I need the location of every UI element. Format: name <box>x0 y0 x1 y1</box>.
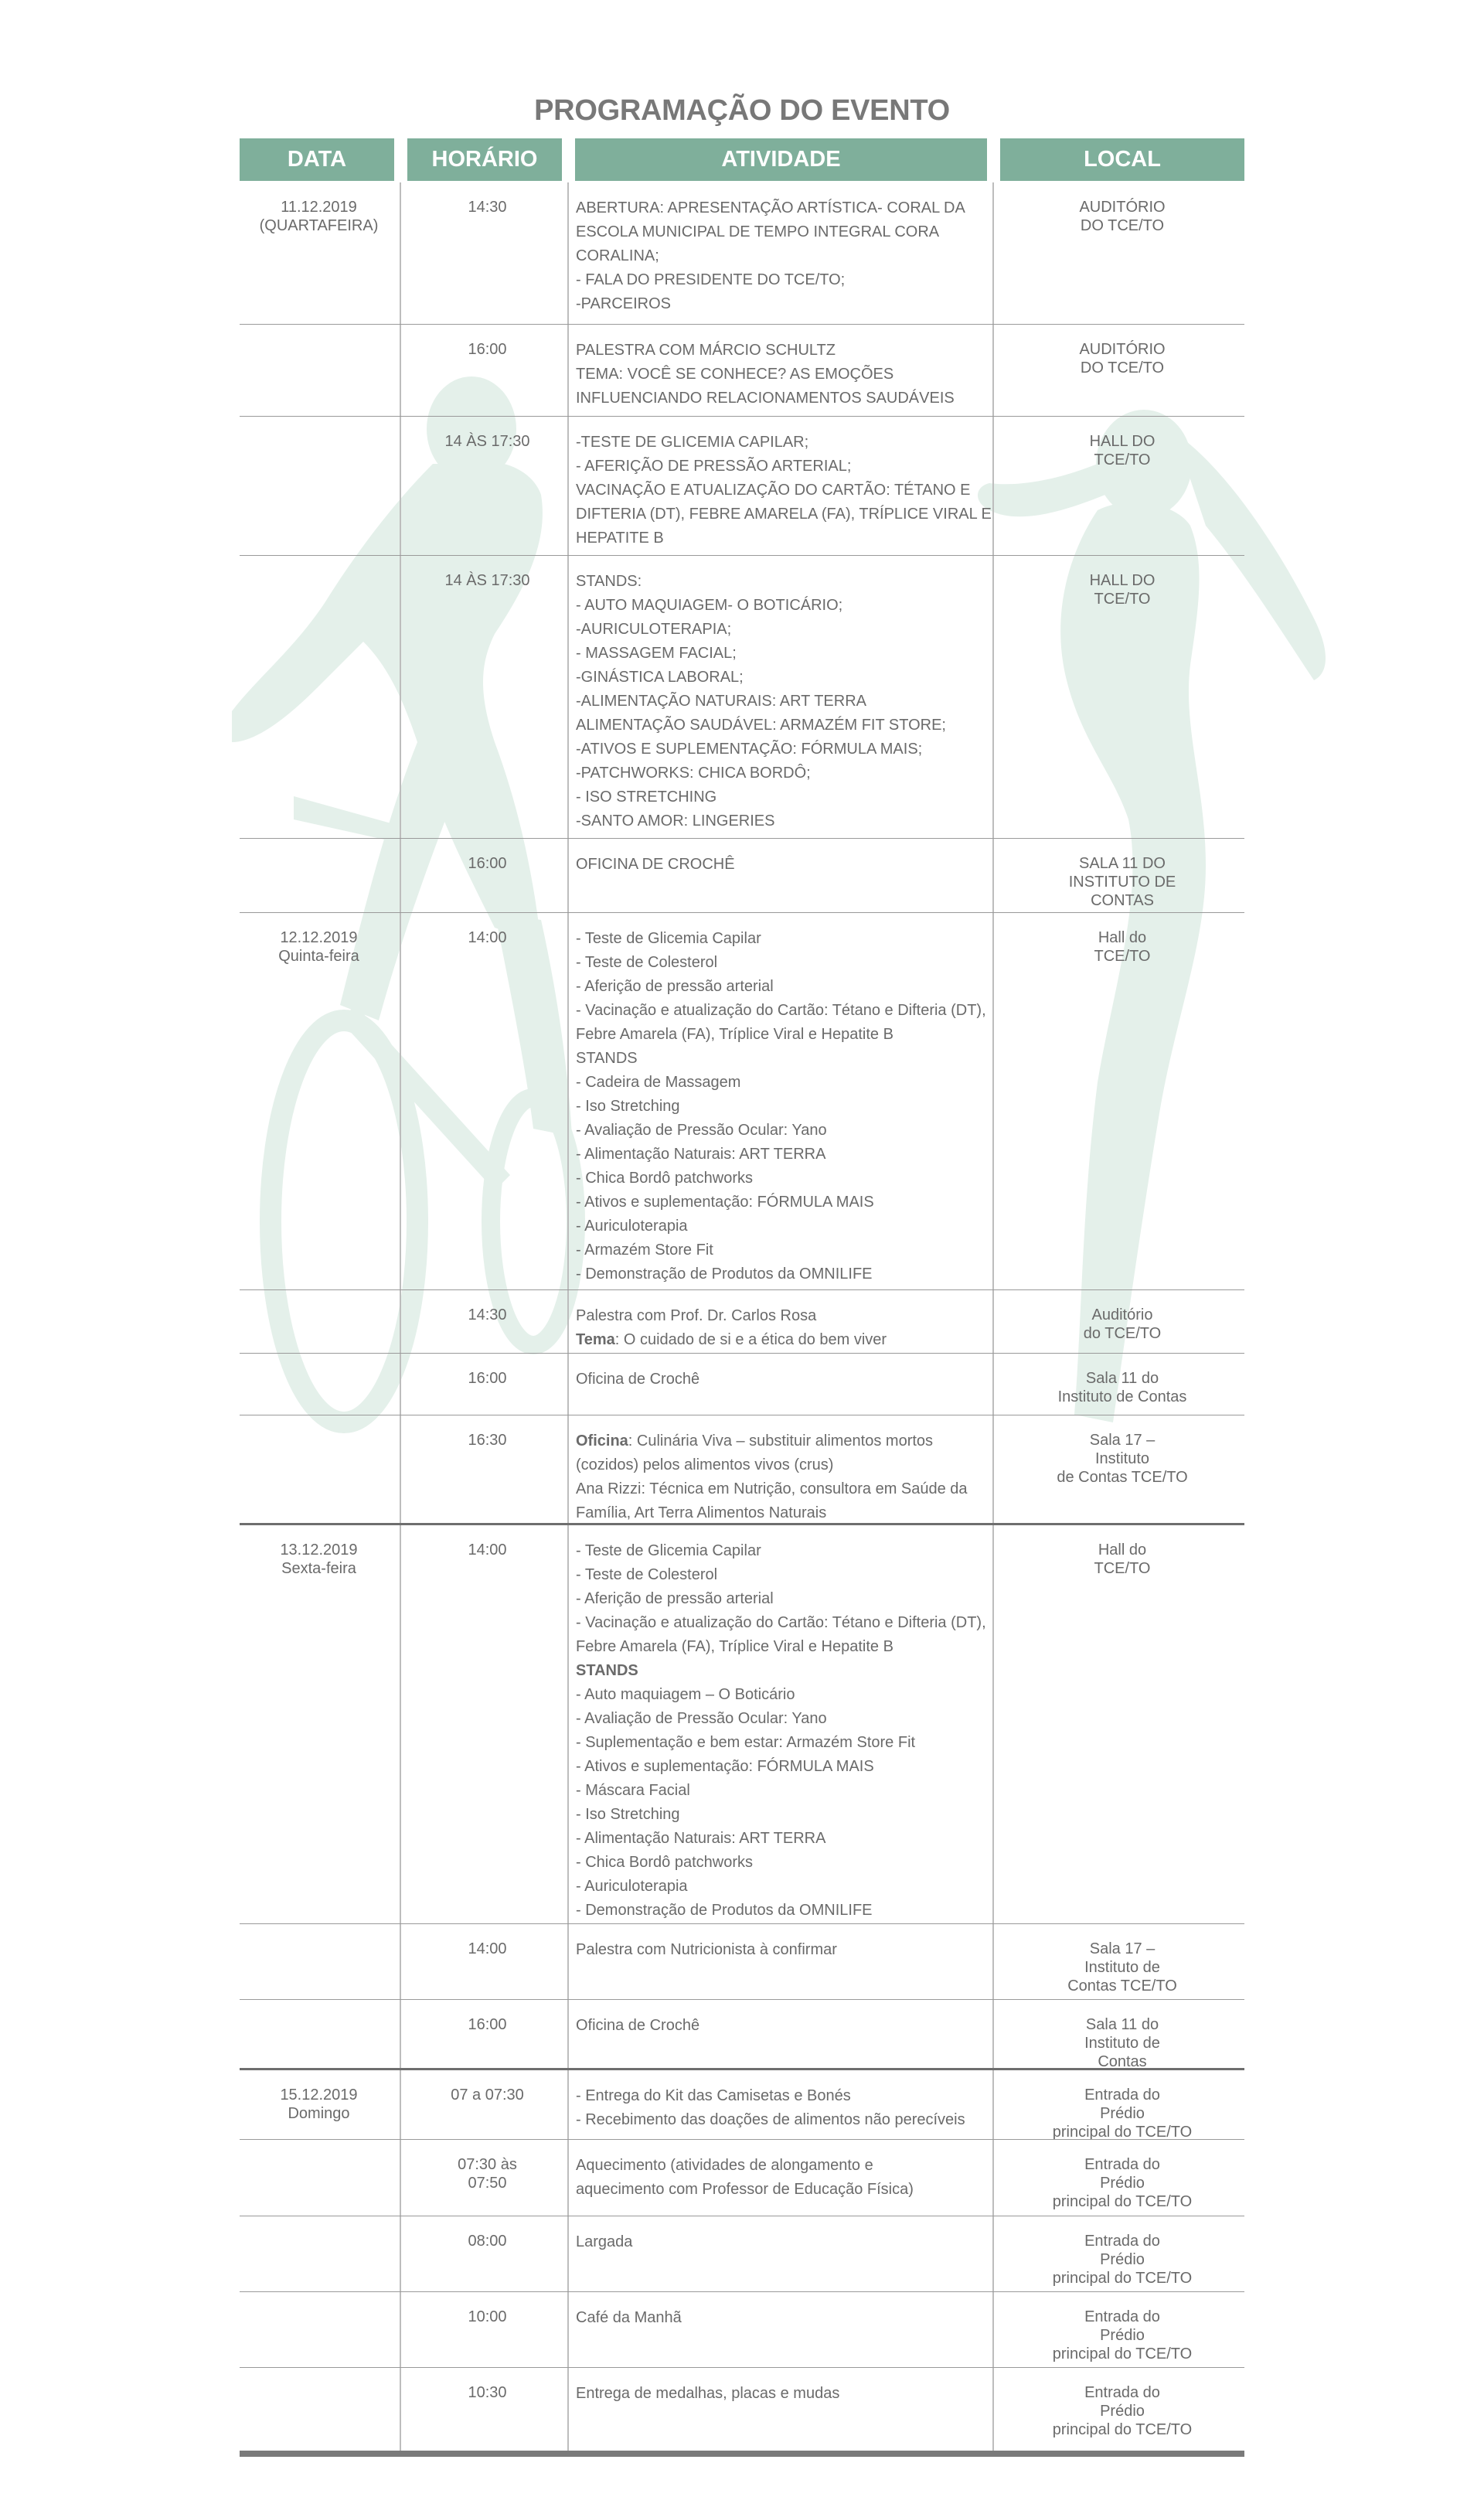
activity-text: - ISO STRETCHING <box>576 789 717 806</box>
activity-bold-label: STANDS <box>576 1662 638 1679</box>
activity-text: - Vacinação e atualização do Cartão: Tétano e Difteria (DT), <box>576 1002 986 1019</box>
activity-line <box>576 1047 1225 1071</box>
local-line: principal do TCE/TO <box>1052 2421 1193 2438</box>
activity-text: - Máscara Facial <box>576 1782 690 1799</box>
time-cell <box>407 432 567 451</box>
local-line: TCE/TO <box>1094 1560 1151 1577</box>
activity-text: - Entrega do Kit das Camisetas e Bonés <box>576 2087 851 2104</box>
activity-text: PALESTRA COM MÁRCIO SCHULTZ <box>576 342 836 359</box>
local-cell <box>1000 928 1244 966</box>
activity-text: -TESTE DE GLICEMIA CAPILAR; <box>576 434 809 451</box>
time-cell <box>407 2383 567 2402</box>
table-row <box>240 838 1244 913</box>
activity-line <box>576 666 1225 690</box>
activity-text: OFICINA DE CROCHÊ <box>576 856 735 873</box>
table-row <box>240 1415 1244 1524</box>
local-line: principal do TCE/TO <box>1052 2193 1193 2210</box>
activity-text: - Teste de Glicemia Capilar <box>576 930 761 947</box>
local-line: Entrada do <box>1084 2233 1160 2250</box>
activity-line <box>576 292 1225 316</box>
time-line: 14 ÀS 17:30 <box>444 572 530 589</box>
activity-line <box>576 268 1225 292</box>
activity-text: - Teste de Colesterol <box>576 954 718 971</box>
activity-text: - AFERIÇÃO DE PRESSÃO ARTERIAL; <box>576 458 852 475</box>
activity-text: - Auriculoterapia <box>576 1218 688 1235</box>
local-cell <box>1000 432 1244 469</box>
date-line: (QUARTAFEIRA) <box>259 217 379 234</box>
local-cell <box>1000 1369 1244 1406</box>
activity-line <box>576 1635 1225 1659</box>
local-line: do TCE/TO <box>1083 1325 1162 1342</box>
date-line: 11.12.2019 <box>281 199 357 216</box>
local-line: DO TCE/TO <box>1080 217 1165 234</box>
table-row <box>240 2216 1244 2292</box>
activity-text: -AURICULOTERAPIA; <box>576 621 732 638</box>
activity-line <box>576 1214 1225 1238</box>
local-line: HALL DO <box>1089 433 1156 450</box>
activity-line <box>576 1755 1225 1779</box>
activity-text: - Iso Stretching <box>576 1098 680 1115</box>
local-line: TCE/TO <box>1094 591 1151 608</box>
local-line: principal do TCE/TO <box>1052 2345 1193 2362</box>
activity-text: Oficina de Crochê <box>576 1371 700 1388</box>
local-line: DO TCE/TO <box>1080 359 1165 376</box>
activity-text: - FALA DO PRESIDENTE DO TCE/TO; <box>576 271 846 288</box>
activity-line <box>576 642 1225 666</box>
activity-line <box>576 244 1225 268</box>
activity-text: - Auriculoterapia <box>576 1878 688 1895</box>
local-line: Entrada do <box>1084 2308 1160 2325</box>
activity-text: INFLUENCIANDO RELACIONAMENTOS SAUDÁVEIS <box>576 390 955 407</box>
time-line: 16:00 <box>468 2016 507 2033</box>
time-line: 14:30 <box>468 199 507 216</box>
activity-line <box>576 479 1225 502</box>
time-cell <box>407 2308 567 2326</box>
local-line: de Contas TCE/TO <box>1057 1469 1188 1486</box>
time-line: 10:00 <box>468 2308 507 2325</box>
local-line: Entrada do <box>1084 2384 1160 2401</box>
activity-text: - Chica Bordô patchworks <box>576 1170 753 1187</box>
local-line: Auditório <box>1091 1306 1153 1323</box>
local-cell <box>1000 1940 1244 1995</box>
activity-line <box>576 1501 1225 1525</box>
activity-line <box>576 1707 1225 1731</box>
activity-text: Aquecimento (atividades de alongamento e <box>576 2157 873 2174</box>
time-line: 14:00 <box>468 929 507 946</box>
table-row <box>240 1523 1244 1926</box>
time-line: 10:30 <box>468 2384 507 2401</box>
local-line: Prédio <box>1100 2105 1145 2122</box>
time-line: 16:00 <box>468 341 507 358</box>
table-row <box>240 1923 1244 2000</box>
activity-text: Família, Art Terra Alimentos Naturais <box>576 1504 827 1521</box>
activity-text: -PATCHWORKS: CHICA BORDÔ; <box>576 765 811 782</box>
activity-line <box>576 1262 1225 1286</box>
activity-line <box>576 1683 1225 1707</box>
activity-text: - Demonstração de Produtos da OMNILIFE <box>576 1902 873 1919</box>
activity-text: - Aferição de pressão arterial <box>576 978 774 995</box>
activity-text: Febre Amarela (FA), Tríplice Viral e Hepatite B <box>576 1026 893 1043</box>
activity-text: (cozidos) pelos alimentos vivos (crus) <box>576 1456 834 1473</box>
activity-text: VACINAÇÃO E ATUALIZAÇÃO DO CARTÃO: TÉTANO E <box>576 482 971 499</box>
table-row <box>240 2139 1244 2216</box>
activity-text: aquecimento com Professor de Educação Física) <box>576 2181 914 2198</box>
table-row <box>240 912 1244 1290</box>
activity-line <box>576 1071 1225 1095</box>
activity-line <box>576 387 1225 410</box>
time-cell <box>407 571 567 590</box>
local-line: Prédio <box>1100 2327 1145 2344</box>
local-cell <box>1000 198 1244 235</box>
local-line: Sala 17 – <box>1089 1940 1156 1957</box>
activity-text: -GINÁSTICA LABORAL; <box>576 669 744 686</box>
activity-bold-label: Oficina <box>576 1432 628 1449</box>
local-cell <box>1000 1306 1244 1343</box>
activity-line <box>576 809 1225 833</box>
time-cell <box>407 1541 567 1559</box>
activity-line <box>576 1023 1225 1047</box>
activity-line <box>576 1827 1225 1851</box>
time-line: 16:00 <box>468 1370 507 1387</box>
local-line: HALL DO <box>1089 572 1156 589</box>
local-line: SALA 11 DO <box>1079 855 1166 872</box>
local-cell <box>1000 2155 1244 2211</box>
activity-text: Palestra com Nutricionista à confirmar <box>576 1941 837 1958</box>
time-line: 07:30 às <box>458 2156 517 2173</box>
page-title: PROGRAMAÇÃO DO EVENTO <box>534 94 950 127</box>
local-cell <box>1000 854 1244 910</box>
activity-text: - Iso Stretching <box>576 1806 680 1823</box>
time-cell <box>407 928 567 947</box>
local-cell <box>1000 1541 1244 1578</box>
time-line: 16:30 <box>468 1432 507 1449</box>
activity-text: Ana Rizzi: Técnica em Nutrição, consultora em Saúde da <box>576 1480 968 1497</box>
activity-line <box>576 999 1225 1023</box>
local-line: Instituto <box>1094 1450 1150 1467</box>
activity-text: Oficina de Crochê <box>576 2017 700 2034</box>
activity-text: - Ativos e suplementação: FÓRMULA MAIS <box>576 1758 874 1775</box>
time-cell <box>407 1940 567 1958</box>
activity-cell <box>576 1539 1225 1923</box>
local-cell <box>1000 2015 1244 2071</box>
table-row <box>240 555 1244 839</box>
date-line: Domingo <box>288 2105 350 2122</box>
activity-text: - Avaliação de Pressão Ocular: Yano <box>576 1122 827 1139</box>
local-cell <box>1000 1431 1244 1487</box>
activity-line <box>576 526 1225 550</box>
activity-text: ALIMENTAÇÃO SAUDÁVEL: ARMAZÉM FIT STORE; <box>576 717 946 734</box>
date-cell <box>240 2086 398 2123</box>
activity-line <box>576 618 1225 642</box>
activity-text: HEPATITE B <box>576 530 664 547</box>
local-line: Prédio <box>1100 2403 1145 2420</box>
time-cell <box>407 198 567 216</box>
date-line: Quinta-feira <box>278 948 359 965</box>
activity-text: - Alimentação Naturais: ART TERRA <box>576 1830 826 1847</box>
local-line: principal do TCE/TO <box>1052 2270 1193 2287</box>
activity-line <box>576 1095 1225 1119</box>
local-line: Sala 11 do <box>1085 1370 1159 1387</box>
activity-text: ABERTURA: APRESENTAÇÃO ARTÍSTICA- CORAL DA <box>576 199 965 216</box>
time-cell <box>407 1306 567 1324</box>
local-line: principal do TCE/TO <box>1052 2124 1193 2141</box>
activity-text: -PARCEIROS <box>576 295 671 312</box>
local-cell <box>1000 2232 1244 2287</box>
local-line: AUDITÓRIO <box>1079 199 1166 216</box>
local-cell <box>1000 2086 1244 2141</box>
table-row <box>240 2367 1244 2451</box>
activity-text: - Teste de Glicemia Capilar <box>576 1542 761 1559</box>
time-cell <box>407 854 567 873</box>
activity-text: - Aferição de pressão arterial <box>576 1590 774 1607</box>
activity-line <box>576 1851 1225 1875</box>
activity-text: - Alimentação Naturais: ART TERRA <box>576 1146 826 1163</box>
local-cell <box>1000 2383 1244 2439</box>
time-cell <box>407 2155 567 2192</box>
activity-line <box>576 1611 1225 1635</box>
activity-cell <box>576 570 1225 833</box>
table-row <box>240 416 1244 556</box>
date-cell <box>240 1541 398 1578</box>
local-line: TCE/TO <box>1094 451 1151 468</box>
local-line: TCE/TO <box>1094 948 1151 965</box>
local-line: Contas TCE/TO <box>1067 1978 1177 1995</box>
activity-line <box>576 1191 1225 1214</box>
header-activity: ATIVIDADE <box>575 138 987 181</box>
date-line: Sexta-feira <box>281 1560 356 1577</box>
activity-text: STANDS: <box>576 573 642 590</box>
local-line: Instituto de Contas <box>1057 1388 1187 1405</box>
activity-text: - Demonstração de Produtos da OMNILIFE <box>576 1266 873 1283</box>
activity-line <box>576 1803 1225 1827</box>
activity-text: - Auto maquiagem – O Boticário <box>576 1686 795 1703</box>
activity-line <box>576 1587 1225 1611</box>
activity-line <box>576 1779 1225 1803</box>
local-line: AUDITÓRIO <box>1079 341 1166 358</box>
activity-text: - Avaliação de Pressão Ocular: Yano <box>576 1710 827 1727</box>
activity-line <box>576 761 1225 785</box>
time-cell <box>407 2086 567 2104</box>
activity-line <box>576 1899 1225 1923</box>
local-line: Sala 17 – <box>1089 1432 1156 1449</box>
activity-text: : O cuidado de si e a ética do bem viver <box>614 1331 887 1348</box>
header-date: DATA <box>240 138 394 181</box>
activity-text: -SANTO AMOR: LINGERIES <box>576 812 775 829</box>
activity-text: - AUTO MAQUIAGEM- O BOTICÁRIO; <box>576 597 843 614</box>
local-cell <box>1000 571 1244 608</box>
local-line: Sala 11 do <box>1085 2016 1159 2033</box>
date-line: 12.12.2019 <box>280 929 358 946</box>
time-line: 14 ÀS 17:30 <box>444 433 530 450</box>
activity-text: -ALIMENTAÇÃO NATURAIS: ART TERRA <box>576 693 866 710</box>
activity-line <box>576 1143 1225 1167</box>
time-cell <box>407 1431 567 1449</box>
date-cell <box>240 198 398 235</box>
activity-bold-label: Tema <box>576 1331 615 1348</box>
activity-text: - Recebimento das doações de alimentos não perecíveis <box>576 2111 965 2128</box>
activity-text: Largada <box>576 2233 633 2250</box>
table-row <box>240 2291 1244 2368</box>
local-cell <box>1000 2308 1244 2363</box>
time-line: 14:00 <box>468 1940 507 1957</box>
header-time: HORÁRIO <box>407 138 562 181</box>
activity-text: CORALINA; <box>576 247 659 264</box>
local-line: Contas <box>1098 2053 1147 2070</box>
local-line: Entrada do <box>1084 2087 1160 2104</box>
activity-line <box>576 1875 1225 1899</box>
time-line: 14:00 <box>468 1541 507 1558</box>
activity-text: ESCOLA MUNICIPAL DE TEMPO INTEGRAL CORA <box>576 223 940 240</box>
activity-text: - MASSAGEM FACIAL; <box>576 645 737 662</box>
activity-text: -ATIVOS E SUPLEMENTAÇÃO: FÓRMULA MAIS; <box>576 741 923 758</box>
local-cell <box>1000 340 1244 377</box>
activity-text: TEMA: VOCÊ SE CONHECE? AS EMOÇÕES <box>576 366 894 383</box>
time-line: 07:50 <box>468 2175 507 2192</box>
time-line: 14:30 <box>468 1306 507 1323</box>
activity-text: : Culinária Viva – substituir alimentos mortos <box>628 1432 934 1449</box>
local-line: Instituto de <box>1084 2035 1160 2052</box>
table-row <box>240 1289 1244 1354</box>
activity-line <box>576 690 1225 714</box>
activity-text: Café da Manhã <box>576 2309 682 2326</box>
table-row <box>240 1353 1244 1415</box>
activity-text: - Chica Bordô patchworks <box>576 1854 753 1871</box>
activity-line <box>576 1659 1225 1683</box>
date-cell <box>240 928 398 966</box>
activity-text: - Armazém Store Fit <box>576 1242 713 1259</box>
local-line: Instituto de <box>1084 1959 1160 1976</box>
time-cell <box>407 2232 567 2250</box>
table-row <box>240 324 1244 417</box>
activity-text: Entrega de medalhas, placas e mudas <box>576 2385 840 2402</box>
activity-text: STANDS <box>576 1050 638 1067</box>
activity-line <box>576 1731 1225 1755</box>
time-line: 07 a 07:30 <box>451 2087 524 2104</box>
local-line: Entrada do <box>1084 2156 1160 2173</box>
header-local: LOCAL <box>1000 138 1244 181</box>
activity-text: - Vacinação e atualização do Cartão: Tétano e Difteria (DT), <box>576 1614 986 1631</box>
time-line: 08:00 <box>468 2233 507 2250</box>
local-line: Hall do <box>1098 929 1147 946</box>
activity-line <box>576 785 1225 809</box>
local-line: CONTAS <box>1091 892 1154 909</box>
time-line: 16:00 <box>468 855 507 872</box>
activity-line <box>576 714 1225 738</box>
activity-text: Febre Amarela (FA), Tríplice Viral e Hepatite B <box>576 1638 893 1655</box>
time-cell <box>407 2015 567 2034</box>
activity-line <box>576 1167 1225 1191</box>
activity-cell <box>576 927 1225 1286</box>
activity-line <box>576 1238 1225 1262</box>
table-bottom-bar <box>240 2451 1244 2457</box>
activity-text: - Suplementação e bem estar: Armazém Store Fit <box>576 1734 916 1751</box>
activity-line <box>576 738 1225 761</box>
activity-text: - Cadeira de Massagem <box>576 1074 741 1091</box>
local-line: Prédio <box>1100 2175 1145 2192</box>
table-row <box>240 2068 1244 2141</box>
local-line: INSTITUTO DE <box>1068 874 1176 891</box>
activity-line <box>576 975 1225 999</box>
activity-line <box>576 502 1225 526</box>
date-line: 15.12.2019 <box>280 2087 358 2104</box>
activity-text: DIFTERIA (DT), FEBRE AMARELA (FA), TRÍPLICE VIRAL E <box>576 506 992 523</box>
activity-text: - Ativos e suplementação: FÓRMULA MAIS <box>576 1194 874 1211</box>
activity-text: - Teste de Colesterol <box>576 1566 718 1583</box>
activity-line <box>576 1119 1225 1143</box>
date-line: 13.12.2019 <box>280 1541 358 1558</box>
table-row <box>240 182 1244 324</box>
table-row <box>240 1999 1244 2069</box>
local-line: Hall do <box>1098 1541 1147 1558</box>
time-cell <box>407 1369 567 1388</box>
time-cell <box>407 340 567 359</box>
activity-text: Palestra com Prof. Dr. Carlos Rosa <box>576 1307 817 1324</box>
local-line: Prédio <box>1100 2251 1145 2268</box>
